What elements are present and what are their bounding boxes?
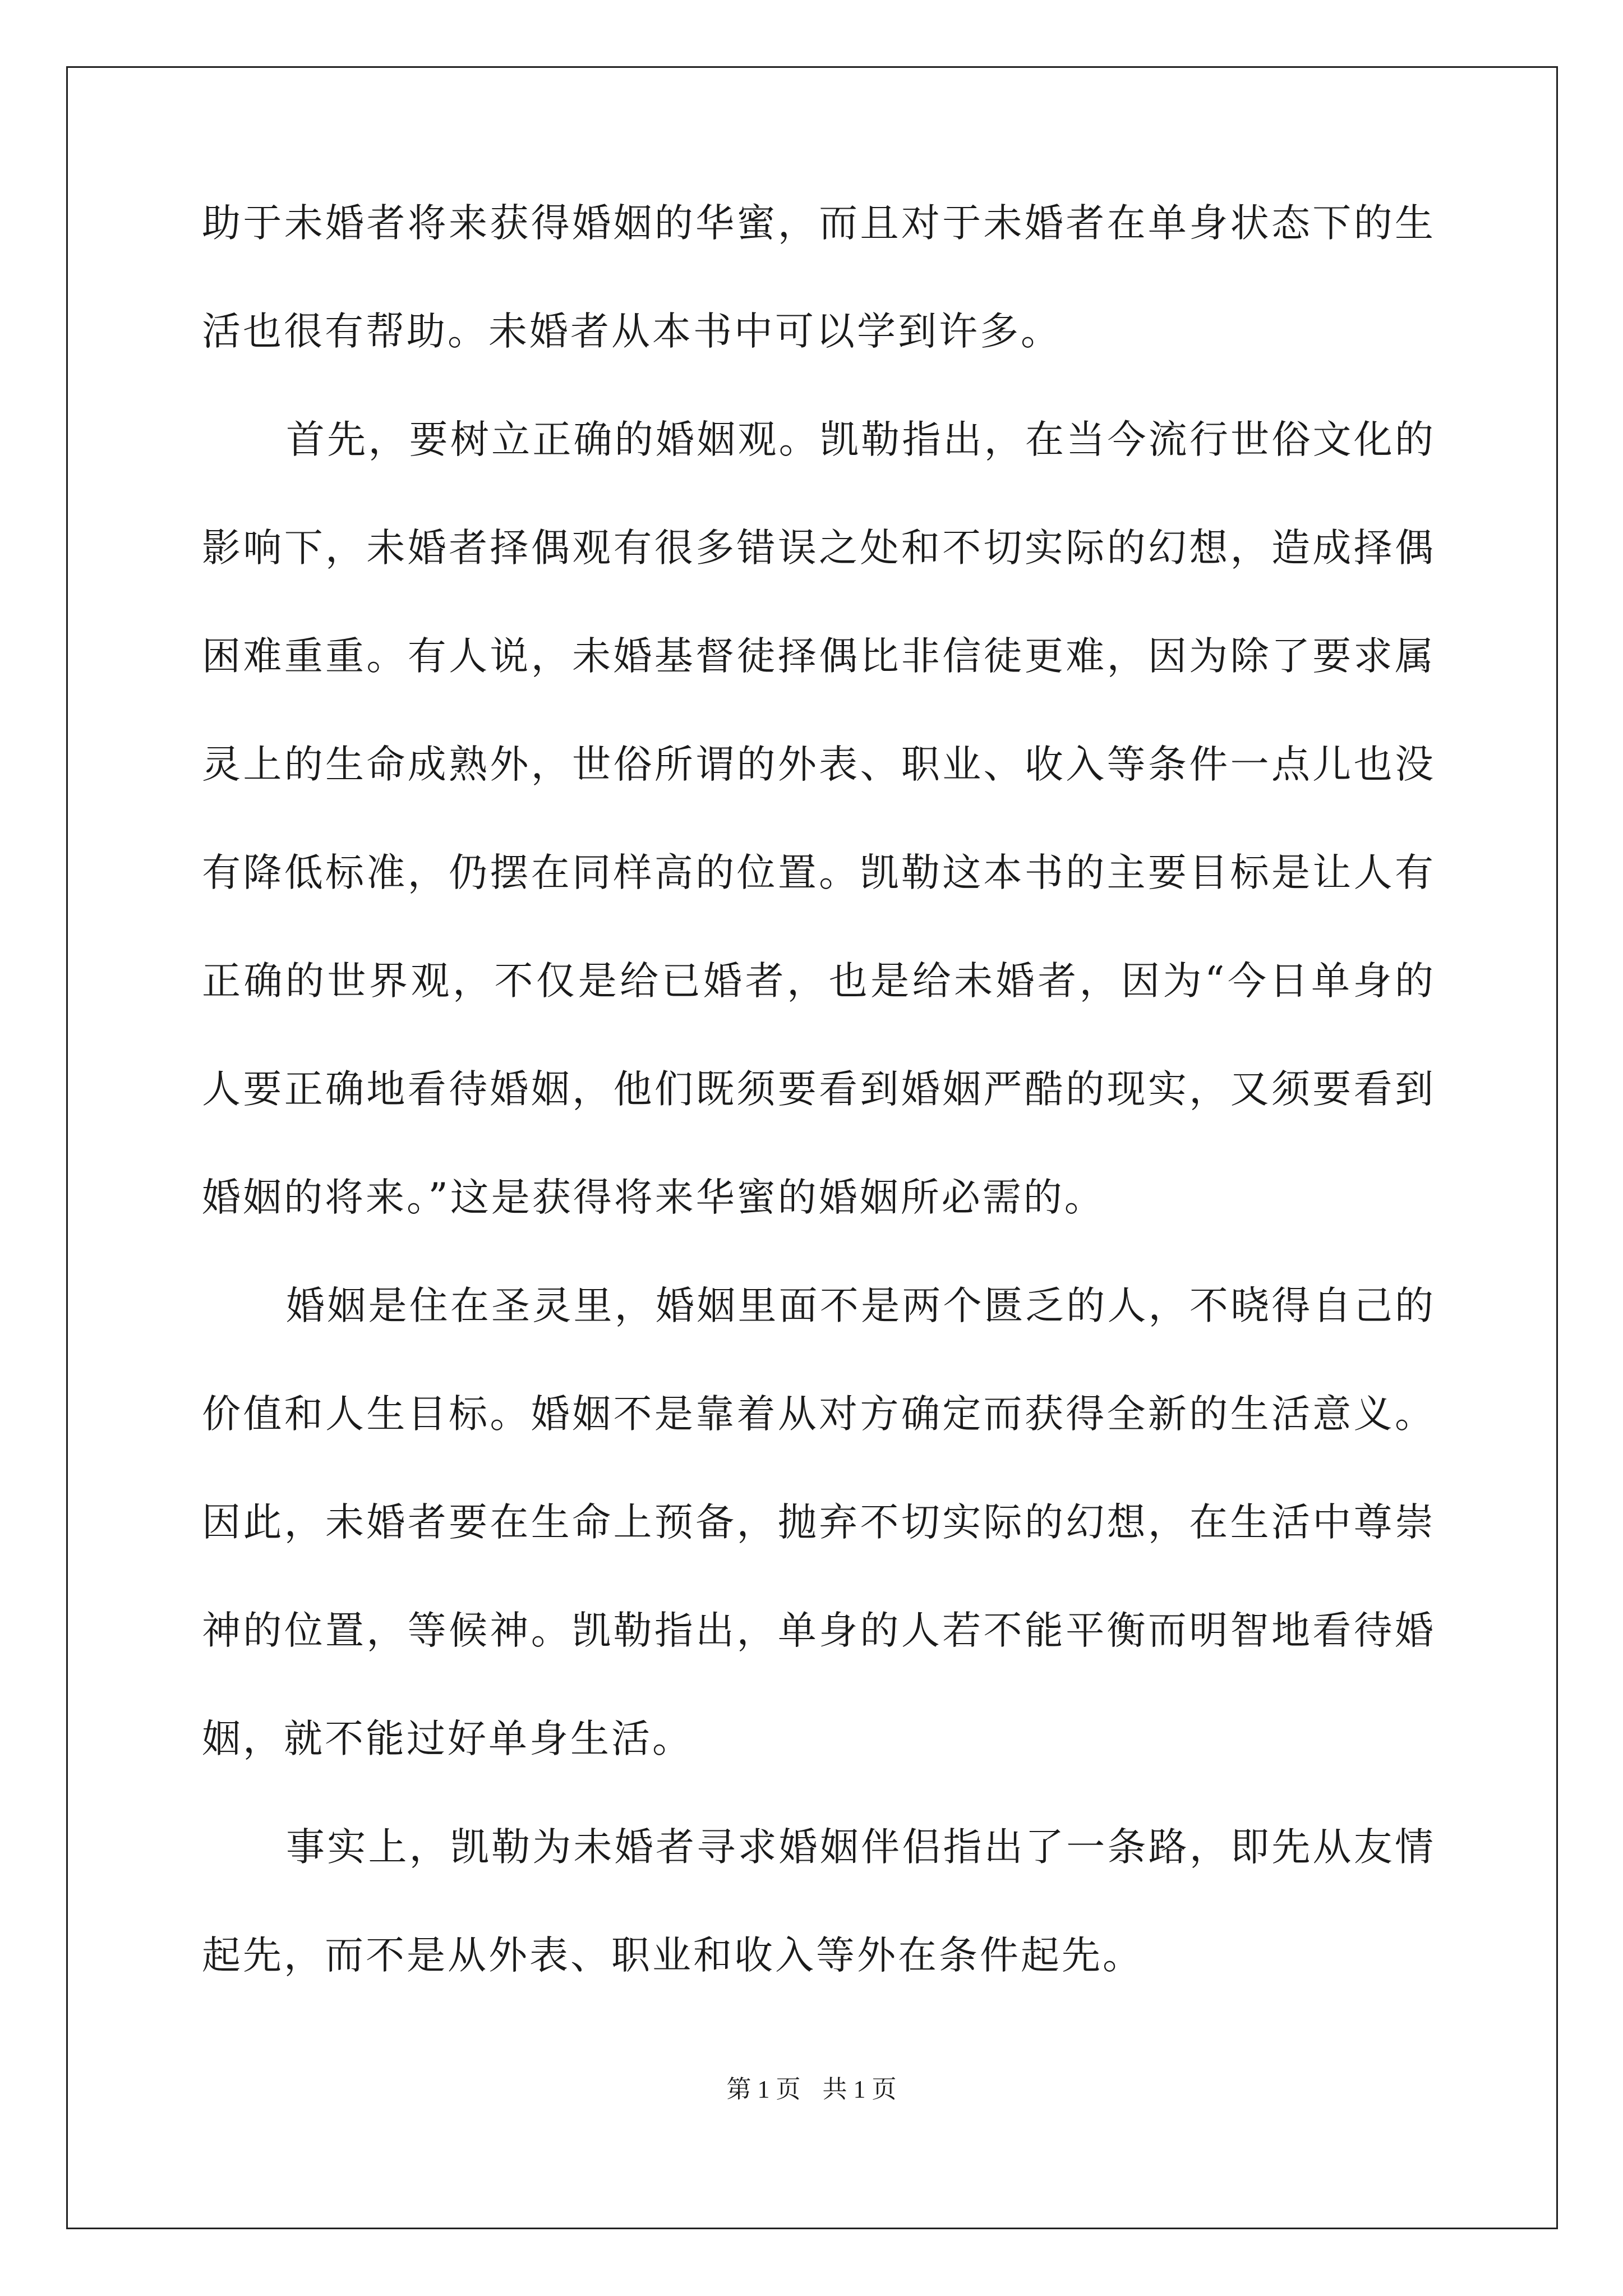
document-body (202, 196, 1436, 2037)
paragraph-line: 人要正确地看待婚姻，他们既须要看到婚姻严酷的现实，又须要看到 (202, 1067, 1436, 1112)
paragraph-line: 因此，未婚者要在生命上预备，抛弃不切实际的幻想，在生活中尊崇 (202, 1500, 1436, 1545)
paragraph-line: 助于未婚者将来获得婚姻的华蜜，而且对于未婚者在单身状态下的生 (202, 201, 1436, 246)
paragraph-line: 婚姻的将来。”这是获得将来华蜜的婚姻所必需的。 (202, 1175, 1105, 1220)
paragraph-line: 价值和人生目标。婚姻不是靠着从对方确定而获得全新的生活意义。 (202, 1392, 1436, 1437)
paragraph-line: 婚姻是住在圣灵里，婚姻里面不是两个匮乏的人，不晓得自己的 (286, 1283, 1436, 1328)
paragraph-line: 起先，而不是从外表、职业和收入等外在条件起先。 (202, 1933, 1144, 1978)
paragraph-line: 有降低标准，仍摆在同样高的位置。凯勒这本书的主要目标是让人有 (202, 850, 1436, 895)
page-footer (0, 2073, 1623, 2106)
paragraph-line: 困难重重。有人说，未婚基督徒择偶比非信徒更难，因为除了要求属 (202, 634, 1436, 679)
page-total: 共 1 页 (822, 2076, 897, 2103)
paragraph-line: 神的位置，等候神。凯勒指出，单身的人若不能平衡而明智地看待婚 (202, 1608, 1436, 1653)
paragraph-line: 灵上的生命成熟外，世俗所谓的外表、职业、收入等条件一点儿也没 (202, 742, 1436, 787)
paragraph-line: 姻，就不能过好单身生活。 (202, 1717, 693, 1761)
page-number: 第 1 页 (726, 2076, 801, 2103)
paragraph-line: 影响下，未婚者择偶观有很多错误之处和不切实际的幻想，造成择偶 (202, 526, 1436, 570)
paragraph-line: 活也很有帮助。未婚者从本书中可以学到许多。 (202, 309, 1062, 354)
paragraph-line: 事实上，凯勒为未婚者寻求婚姻伴侣指出了一条路，即先从友情 (286, 1825, 1436, 1870)
paragraph-line: 正确的世界观，不仅是给已婚者，也是给未婚者，因为“今日单身的 (202, 959, 1436, 1004)
paragraph-line: 首先，要树立正确的婚姻观。凯勒指出，在当今流行世俗文化的 (286, 417, 1436, 462)
